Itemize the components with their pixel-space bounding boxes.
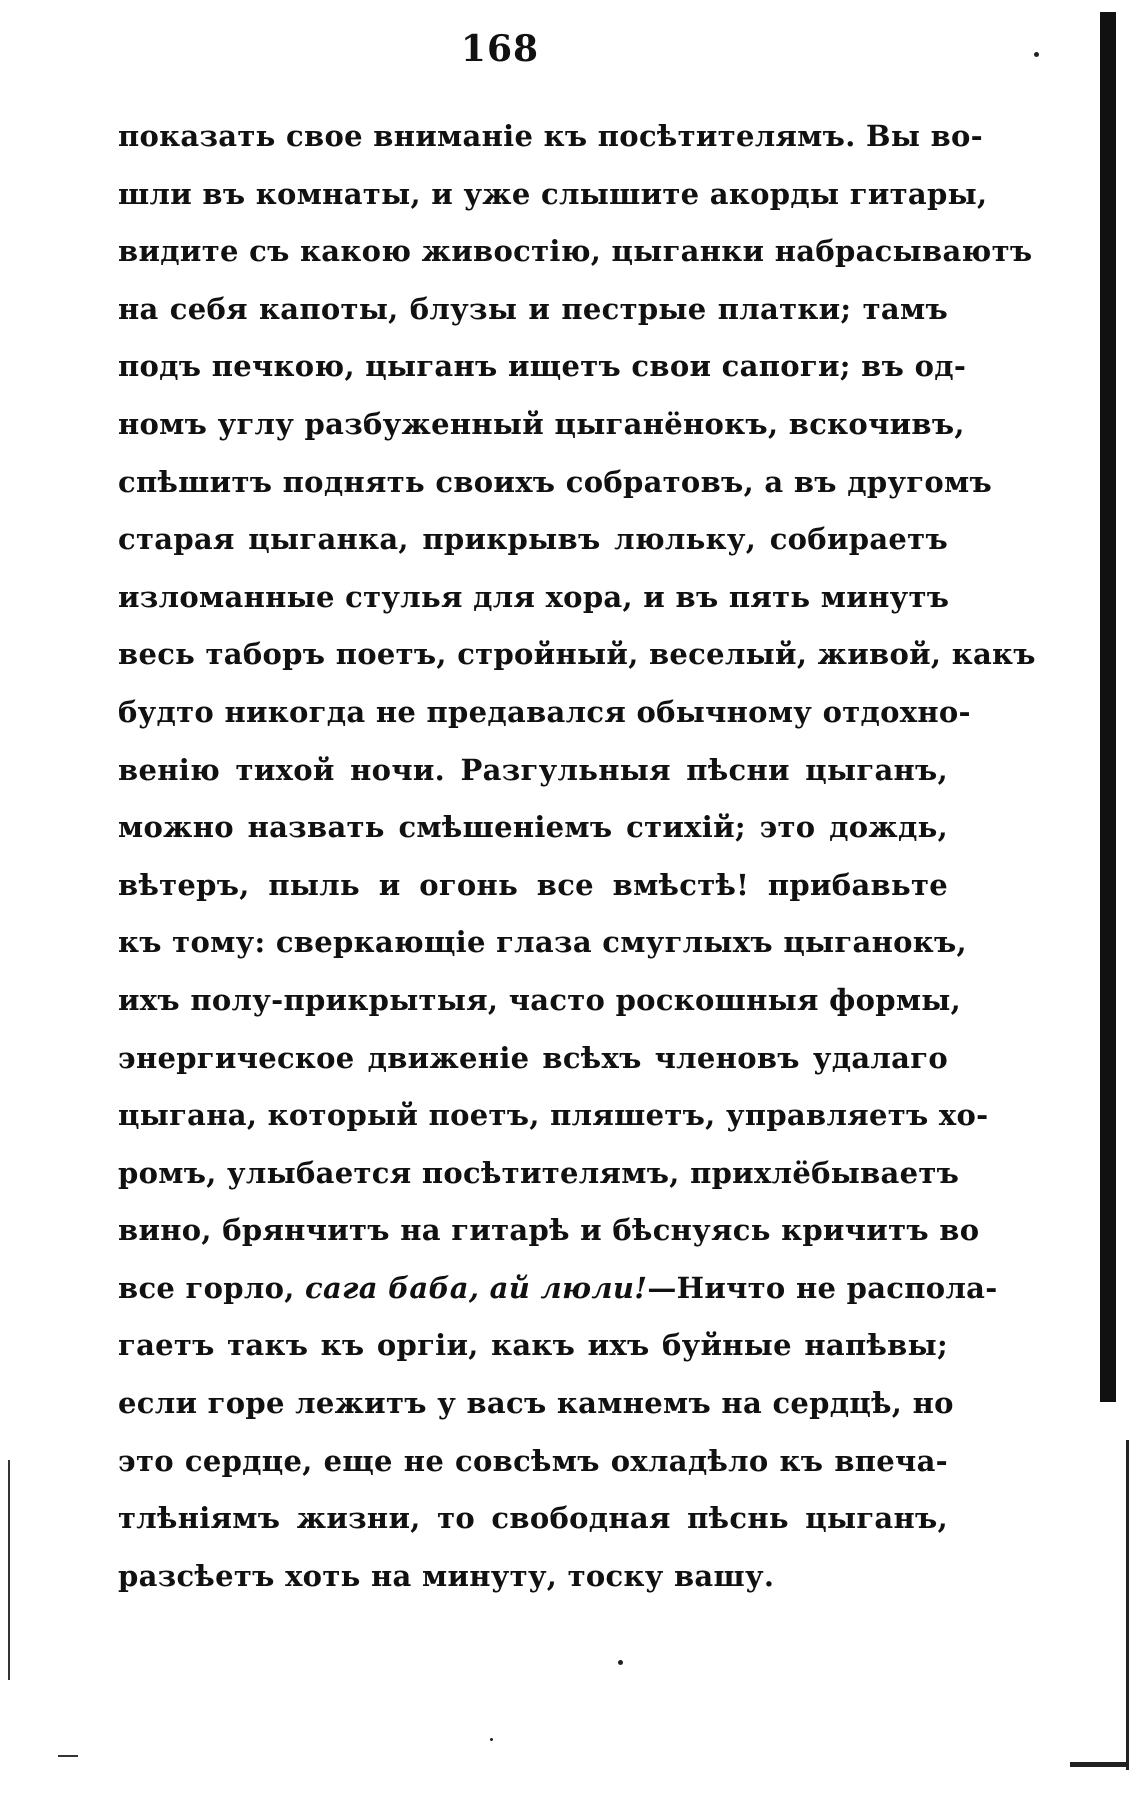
text-line: тлѣніямъ жизни, то свободная пѣснь цыганъ, xyxy=(118,1501,948,1536)
text-line: видите съ какою живостію, цыганки набрасываютъ xyxy=(118,234,1033,269)
text-line-with-italic xyxy=(118,1260,998,1318)
scan-bottom-right-mark xyxy=(1070,1762,1128,1767)
text-line: ихъ полу-прикрытыя, часто роскошныя формы, xyxy=(118,982,962,1017)
text-line: венію тихой ночи. Разгульныя пѣсни цыганъ, xyxy=(118,752,948,787)
text-line-last: разсѣетъ хоть на минуту, тоску вашу. xyxy=(118,1558,775,1593)
text-run: все горло, xyxy=(118,1270,306,1305)
text-line: изломанные стулья для хора, и въ пять минутъ xyxy=(118,579,950,614)
text-line: номъ углу разбуженный цыганёнокъ, вскочивъ, xyxy=(118,406,965,441)
text-line: къ тому: сверкающіе глаза смуглыхъ цыганокъ, xyxy=(118,925,967,960)
text-line: можно назвать смѣшеніемъ стихій; это дождь, xyxy=(118,810,948,845)
text-line: энергическое движеніе всѣхъ членовъ удалаго xyxy=(118,1040,948,1075)
text-run: —Ничто не распола- xyxy=(647,1270,998,1305)
scan-speck xyxy=(490,1738,493,1741)
text-line: гаетъ такъ къ оргіи, какъ ихъ буйные напѣвы; xyxy=(118,1328,948,1363)
text-line: весь таборъ поетъ, стройный, веселый, живой, какъ xyxy=(118,637,1036,672)
scan-edge-line xyxy=(1126,1440,1129,1770)
italic-phrase: сага баба, ай люли! xyxy=(305,1270,648,1305)
text-line: показать свое вниманіе къ посѣтителямъ. Вы во- xyxy=(118,119,984,153)
text-line: старая цыганка, прикрывъ люльку, собираетъ xyxy=(118,522,948,557)
scan-edge-shadow xyxy=(1100,12,1116,1402)
page-number: 168 xyxy=(460,28,540,70)
text-line: если горе лежитъ у васъ камнемъ на сердцѣ, но xyxy=(118,1386,954,1421)
text-line: подъ печкою, цыганъ ищетъ свои сапоги; въ од- xyxy=(118,349,967,384)
text-line: это сердце, еще не совсѣмъ охладѣло къ впеча- xyxy=(118,1443,948,1478)
scan-left-mark xyxy=(8,1460,10,1680)
scan-speck xyxy=(1034,52,1039,57)
text-line: будто никогда не предавался обычному отдохно- xyxy=(118,694,971,729)
text-line: на себя капоты, блузы и пестрые платки; тамъ xyxy=(118,291,948,326)
body-text xyxy=(118,108,1036,1605)
text-line: ромъ, улыбается посѣтителямъ, прихлёбываетъ xyxy=(118,1155,960,1190)
text-line: спѣшитъ поднять своихъ собратовъ, а въ другомъ xyxy=(118,464,993,499)
scan-bottom-mark xyxy=(58,1755,78,1757)
text-line: вѣтеръ, пыль и огонь все вмѣстѣ! прибавьте xyxy=(118,867,948,902)
text-line: цыгана, который поетъ, пляшетъ, управляетъ хо- xyxy=(118,1098,989,1133)
text-line: вино, брянчитъ на гитарѣ и бѣснуясь кричитъ во xyxy=(118,1213,980,1248)
text-line: шли въ комнаты, и уже слышите акорды гитары, xyxy=(118,176,988,211)
scan-speck xyxy=(618,1660,623,1665)
